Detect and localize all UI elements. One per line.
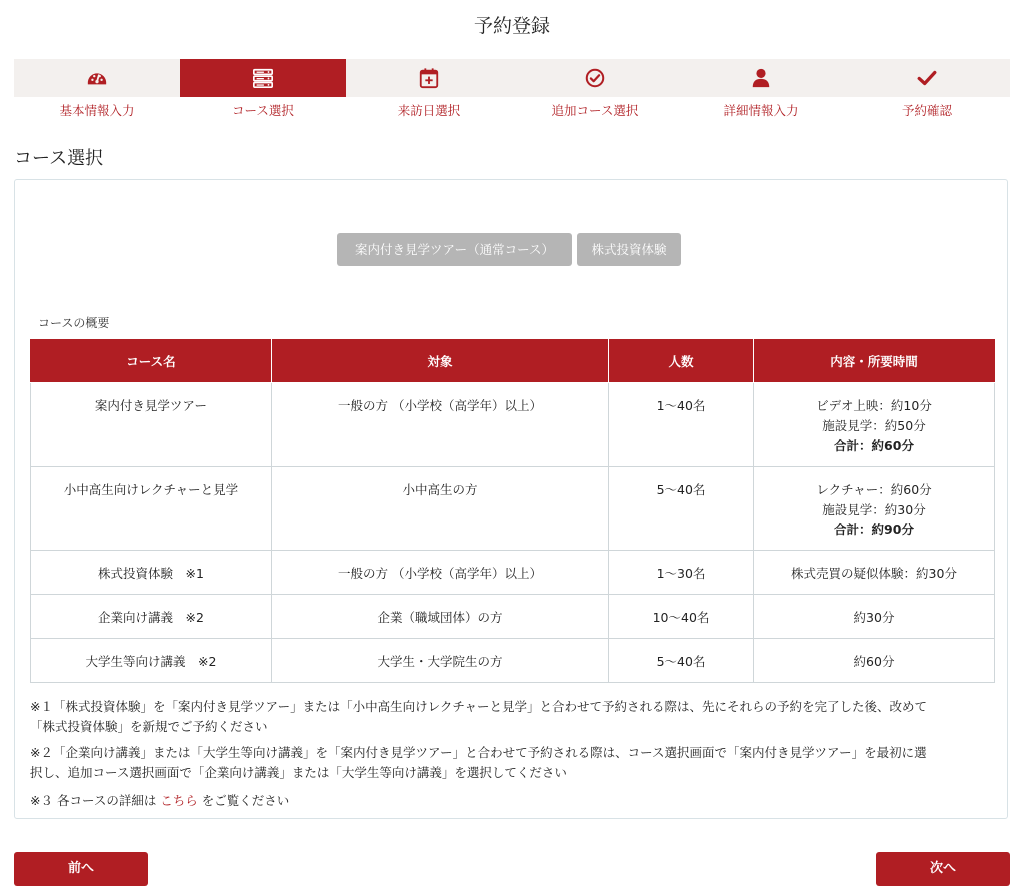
cell-course-name: 企業向け講義 ※2	[31, 595, 272, 639]
dashboard-icon	[86, 67, 108, 89]
cell-content	[754, 551, 995, 595]
step-label: 予約確認	[901, 103, 952, 118]
cell-count: 5〜40名	[609, 639, 754, 683]
cell-count: 1〜40名	[609, 383, 754, 467]
table-row	[31, 639, 995, 683]
course-button-stock-trading[interactable]: 株式投資体験	[577, 233, 681, 266]
step-detail-info[interactable]	[678, 59, 844, 125]
content-total: 合計：約90分	[834, 522, 914, 537]
header-count: 人数	[609, 339, 754, 383]
note-line: ※１「株式投資体験」を「案内付き見学ツアー」または「小中高生向けレクチャーと見学」と合わせて予約される際は、先にそれらの予約を完了した後、改めて	[30, 699, 927, 714]
content-line: 施設見学：約50分	[822, 418, 926, 433]
cell-content	[754, 639, 995, 683]
cell-course-name: 小中高生向けレクチャーと見学	[31, 467, 272, 551]
header-target: 対象	[272, 339, 609, 383]
progress-steps	[14, 59, 1010, 125]
note-text: をご覧ください	[197, 793, 290, 808]
course-button-guided-tour[interactable]: 案内付き見学ツアー（通常コース）	[337, 233, 572, 266]
step-confirm[interactable]	[844, 59, 1010, 125]
content-line: ビデオ上映：約10分	[816, 398, 932, 413]
cell-count: 10〜40名	[609, 595, 754, 639]
content-line: 約30分	[853, 610, 895, 625]
table-row	[31, 595, 995, 639]
note-line: 択し、追加コース選択画面で「企業向け講義」または「大学生等向け講義」を選択してください	[30, 765, 567, 780]
next-button[interactable]: 次へ	[876, 852, 1010, 886]
cell-course-name: 案内付き見学ツアー	[31, 383, 272, 467]
note-3	[30, 791, 990, 811]
calendar-plus-icon	[418, 67, 440, 89]
check-circle-icon	[584, 67, 606, 89]
note-text: ※３ 各コースの詳細は	[30, 793, 161, 808]
cell-course-name: 大学生等向け講義 ※2	[31, 639, 272, 683]
page-title: 予約登録	[473, 15, 550, 37]
header-course-name: コース名	[31, 339, 272, 383]
server-list-icon	[252, 67, 274, 89]
table-row	[31, 383, 995, 467]
cell-course-name: 株式投資体験 ※1	[31, 551, 272, 595]
cell-count: 5〜40名	[609, 467, 754, 551]
header-content: 内容・所要時間	[754, 339, 995, 383]
note-line: 「株式投資体験」を新規でご予約ください	[30, 719, 268, 734]
cell-count: 1〜30名	[609, 551, 754, 595]
cell-target: 一般の方 （小学校（高学年）以上）	[272, 383, 609, 467]
content-line: 株式売買の疑似体験：約30分	[791, 566, 957, 581]
content-total: 合計：約60分	[834, 438, 914, 453]
step-visit-date[interactable]	[346, 59, 512, 125]
table-row	[31, 551, 995, 595]
note-2	[30, 743, 990, 783]
user-icon	[750, 67, 772, 89]
content-line: 施設見学：約30分	[822, 502, 926, 517]
step-label: 基本情報入力	[59, 103, 135, 118]
content-line: 約60分	[853, 654, 895, 669]
note-1	[30, 697, 990, 737]
step-label: 詳細情報入力	[723, 103, 799, 118]
content-line: レクチャー：約60分	[816, 482, 932, 497]
step-course-select[interactable]	[180, 59, 346, 125]
step-label: 追加コース選択	[551, 103, 639, 118]
note-line: ※２「企業向け講義」または「大学生等向け講義」を「案内付き見学ツアー」と合わせて予約される際は、コース選択画面で「案内付き見学ツアー」を最初に選	[30, 745, 927, 760]
cell-target: 小中高生の方	[272, 467, 609, 551]
cell-target: 一般の方 （小学校（高学年）以上）	[272, 551, 609, 595]
course-overview-table	[30, 339, 995, 683]
step-label: 来訪日選択	[397, 103, 461, 118]
overview-label: コースの概要	[38, 316, 110, 330]
step-additional-course[interactable]	[512, 59, 678, 125]
step-label: コース選択	[232, 103, 294, 118]
course-details-link[interactable]: こちら	[160, 793, 198, 808]
table-row	[31, 467, 995, 551]
table-header-row	[31, 339, 995, 383]
step-basic-info[interactable]	[14, 59, 180, 125]
cell-target: 企業（職域団体）の方	[272, 595, 609, 639]
checkmark-icon	[916, 67, 938, 89]
prev-button[interactable]: 前へ	[14, 852, 148, 886]
cell-content	[754, 383, 995, 467]
cell-content	[754, 467, 995, 551]
cell-target: 大学生・大学院生の方	[272, 639, 609, 683]
section-title: コース選択	[14, 148, 104, 169]
cell-content	[754, 595, 995, 639]
